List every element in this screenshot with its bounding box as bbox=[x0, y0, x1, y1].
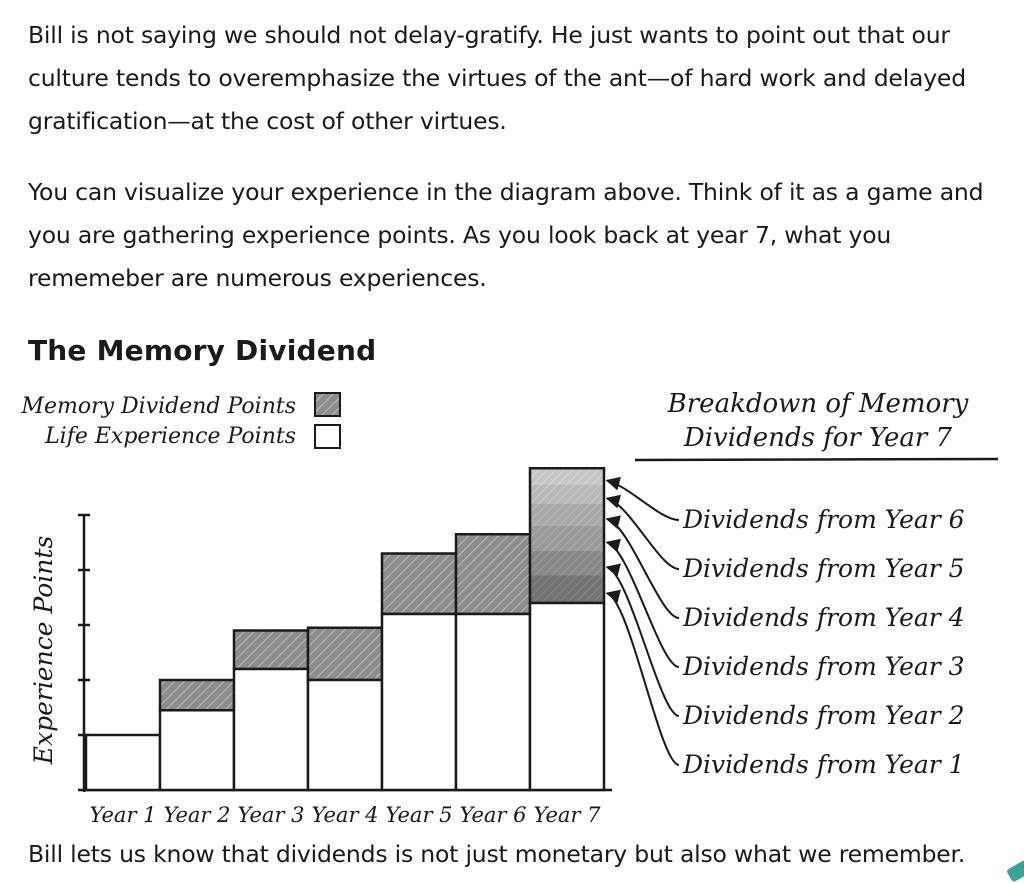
year7-dividend-hatch bbox=[530, 504, 604, 526]
x-tick-label: Year 6 bbox=[459, 803, 527, 827]
breakdown-heading-line2: Dividends for Year 7 bbox=[683, 423, 953, 453]
breakdown-label: Dividends from Year 6 bbox=[683, 505, 965, 534]
chart-legend bbox=[20, 393, 340, 449]
year7-dividend-hatch bbox=[530, 468, 604, 485]
x-tick-label: Year 7 bbox=[533, 803, 601, 827]
legend-label-memory: Memory Dividend Points bbox=[21, 394, 296, 419]
breakdown-heading bbox=[635, 389, 998, 460]
bar-group-year-1 bbox=[86, 735, 160, 790]
y-axis-label: Experience Points bbox=[29, 535, 58, 765]
bar-memory-dividend bbox=[308, 628, 382, 680]
legend-swatch-life bbox=[315, 425, 340, 448]
x-tick-label: Year 2 bbox=[163, 803, 231, 827]
x-tick-label: Year 5 bbox=[385, 803, 453, 827]
bar-memory-dividend bbox=[456, 534, 530, 614]
bar-life-experience bbox=[86, 735, 160, 790]
bar-memory-dividend bbox=[234, 631, 308, 670]
bar-group-year-5 bbox=[382, 554, 456, 791]
bar-life-experience bbox=[530, 603, 604, 790]
chart-bars bbox=[86, 468, 604, 790]
x-tick-label: Year 3 bbox=[237, 803, 305, 827]
x-axis-tick-labels bbox=[89, 803, 601, 827]
breakdown-list bbox=[607, 481, 965, 780]
year7-dividend-hatch bbox=[530, 576, 604, 604]
memory-dividend-chart bbox=[0, 380, 1024, 830]
bar-memory-dividend bbox=[160, 680, 234, 710]
year7-dividend-hatch bbox=[530, 526, 604, 551]
breakdown-label: Dividends from Year 1 bbox=[683, 750, 965, 779]
bar-group-year-4 bbox=[308, 628, 382, 790]
breakdown-leader-arrow bbox=[607, 567, 679, 716]
page-corner-mark bbox=[1006, 859, 1024, 882]
bar-group-year-2 bbox=[160, 680, 234, 790]
bar-group-year-7 bbox=[530, 468, 604, 790]
breakdown-label: Dividends from Year 3 bbox=[683, 652, 965, 681]
breakdown-leader-arrow bbox=[607, 593, 679, 765]
year7-dividend-hatch bbox=[530, 485, 604, 504]
bar-group-year-3 bbox=[234, 631, 308, 791]
x-tick-label: Year 1 bbox=[89, 803, 157, 827]
paragraph-intro: Bill is not saying we should not delay-gratify. He just wants to point out that our culture tends to overemphasize the virtues of the ant—of hard work and delayed gratification—at the cost of other virtues. bbox=[28, 21, 966, 135]
bar-group-year-6 bbox=[456, 534, 530, 790]
paragraph-conclusion: Bill lets us know that dividends is not just monetary but also what we remember. bbox=[28, 840, 966, 868]
breakdown-label: Dividends from Year 4 bbox=[683, 603, 965, 632]
paragraph-visualize: You can visualize your experience in the diagram above. Think of it as a game and you are gathering experience points. As you look back at year 7, what you rememeber are numerous experiences. bbox=[28, 178, 984, 292]
breakdown-label: Dividends from Year 2 bbox=[683, 701, 965, 730]
bar-life-experience bbox=[160, 710, 234, 790]
bar-life-experience bbox=[456, 614, 530, 790]
bar-life-experience bbox=[308, 680, 382, 790]
year7-dividend-hatch bbox=[530, 551, 604, 576]
legend-label-life: Life Experience Points bbox=[45, 424, 296, 449]
breakdown-label: Dividends from Year 5 bbox=[683, 554, 965, 583]
breakdown-underline bbox=[635, 459, 998, 460]
bar-life-experience bbox=[234, 669, 308, 790]
x-tick-label: Year 4 bbox=[311, 803, 379, 827]
legend-swatch-memory bbox=[315, 393, 340, 416]
breakdown-leader-arrow bbox=[607, 498, 679, 569]
chart-title: The Memory Dividend bbox=[28, 334, 377, 367]
breakdown-leader-arrow bbox=[607, 481, 679, 521]
bar-life-experience bbox=[382, 614, 456, 790]
bar-memory-dividend bbox=[382, 554, 456, 615]
breakdown-heading-line1: Breakdown of Memory bbox=[667, 389, 969, 419]
